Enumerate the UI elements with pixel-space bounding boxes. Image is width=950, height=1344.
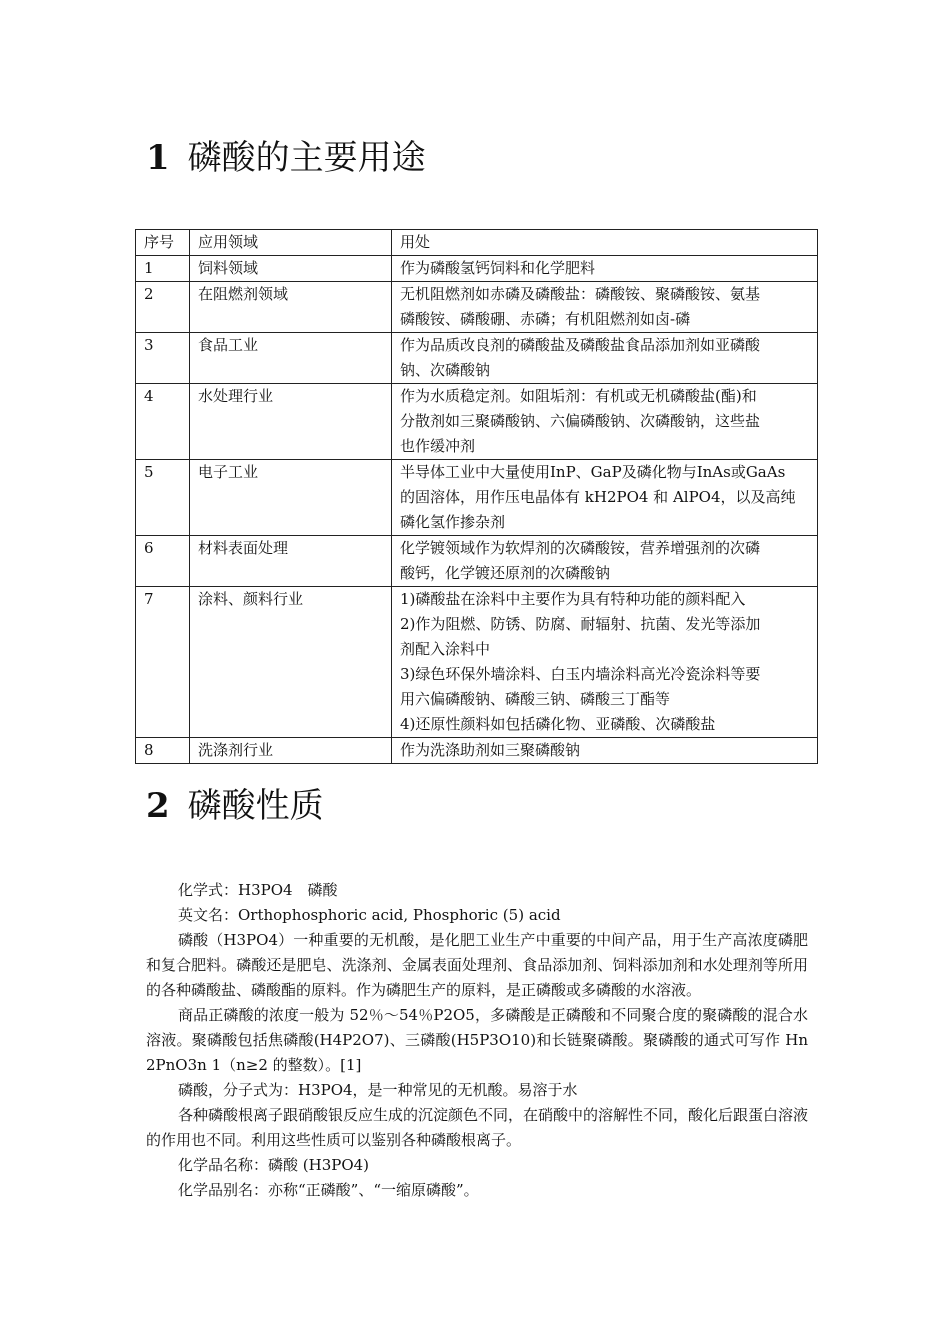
cell-field: 洗涤剂行业 — [190, 738, 392, 764]
use-line: 3)绿色环保外墙涂料、白玉内墙涂料高光冷瓷涂料等要 — [400, 665, 761, 683]
table-row — [136, 384, 818, 460]
table-row — [136, 536, 818, 587]
cell-use — [392, 333, 818, 384]
cell-use — [392, 256, 818, 282]
paragraph: 化学式：H3PO4 磷酸 — [178, 881, 338, 899]
paragraph: 磷酸，分子式为：H3PO4，是一种常见的无机酸。易溶于水 — [178, 1081, 578, 1099]
cell-field: 饲料领域 — [190, 256, 392, 282]
use-line: 磷化氢作掺杂剂 — [400, 513, 506, 531]
cell-no: 2 — [136, 282, 190, 333]
cell-use — [392, 282, 818, 333]
use-line: 分散剂如三聚磷酸钠、六偏磷酸钠、次磷酸钠，这些盐 — [400, 412, 761, 430]
table-row — [136, 460, 818, 536]
table-row — [136, 256, 818, 282]
cell-no: 1 — [136, 256, 190, 282]
use-line: 4)还原性颜料如包括磷化物、亚磷酸、次磷酸盐 — [400, 715, 716, 733]
cell-use — [392, 460, 818, 536]
table-row — [136, 333, 818, 384]
cell-field: 在阻燃剂领域 — [190, 282, 392, 333]
table-body — [136, 256, 818, 764]
header-field: 应用领域 — [190, 230, 392, 256]
use-line: 作为品质改良剂的磷酸盐及磷酸盐食品添加剂如亚磷酸 — [400, 336, 761, 354]
header-use: 用处 — [392, 230, 818, 256]
use-line: 剂配入涂料中 — [400, 640, 491, 658]
use-line: 作为水质稳定剂。如阻垢剂：有机或无机磷酸盐(酯)和 — [400, 387, 757, 405]
section-number: 2 — [146, 786, 170, 826]
cell-field: 电子工业 — [190, 460, 392, 536]
use-line: 作为磷酸氢钙饲料和化学肥料 — [400, 259, 596, 277]
paragraph: 商品正磷酸的浓度一般为 52％～54％P2O5，多磷酸是正磷酸和不同聚合度的聚磷酸的混合水溶液。聚磷酸包括焦磷酸(H4P2O7)、三磷酸(H5P3O10)和长链聚磷酸。聚磷酸的通式可写作 Hn 2PnO3n 1（n≥2 的整数）。[1] — [146, 1006, 808, 1074]
cell-field: 材料表面处理 — [190, 536, 392, 587]
paragraph: 化学品别名：亦称“正磷酸”、“一缩原磷酸”。 — [178, 1181, 479, 1199]
cell-no: 4 — [136, 384, 190, 460]
section-title: 磷酸性质 — [187, 786, 324, 826]
cell-use — [392, 587, 818, 738]
use-line: 用六偏磷酸钠、磷酸三钠、磷酸三丁酯等 — [400, 690, 671, 708]
table-row — [136, 738, 818, 764]
use-line: 磷酸铵、磷酸硼、赤磷；有机阻燃剂如卤-磷 — [400, 310, 691, 328]
section-heading-properties — [146, 786, 324, 826]
use-line: 2)作为阻燃、防锈、防腐、耐辐射、抗菌、发光等添加 — [400, 615, 761, 633]
section-heading-uses — [146, 138, 426, 178]
use-line: 半导体工业中大量使用InP、GaP及磷化物与InAs或GaAs — [400, 463, 786, 481]
cell-field: 水处理行业 — [190, 384, 392, 460]
table-header-row — [136, 230, 818, 256]
applications-table — [135, 229, 818, 764]
paragraph: 英文名：Orthophosphoric acid, Phosphoric (5) acid — [178, 906, 561, 924]
cell-no: 6 — [136, 536, 190, 587]
table-row — [136, 282, 818, 333]
section-title: 磷酸的主要用途 — [187, 138, 426, 178]
use-line: 1)磷酸盐在涂料中主要作为具有特种功能的颜料配入 — [400, 590, 746, 608]
cell-field: 食品工业 — [190, 333, 392, 384]
cell-use — [392, 536, 818, 587]
use-line: 无机阻燃剂如赤磷及磷酸盐：磷酸铵、聚磷酸铵、氨基 — [400, 285, 761, 303]
cell-no: 7 — [136, 587, 190, 738]
cell-use — [392, 738, 818, 764]
use-line: 钠、次磷酸钠 — [400, 361, 491, 379]
header-no: 序号 — [136, 230, 190, 256]
paragraph: 各种磷酸根离子跟硝酸银反应生成的沉淀颜色不同，在硝酸中的溶解性不同，酸化后跟蛋白溶液的作用也不同。利用这些性质可以鉴别各种磷酸根离子。 — [146, 1106, 809, 1149]
cell-use — [392, 384, 818, 460]
use-line: 酸钙，化学镀还原剂的次磷酸钠 — [400, 564, 611, 582]
cell-no: 3 — [136, 333, 190, 384]
use-line: 也作缓冲剂 — [400, 437, 476, 455]
section-number: 1 — [146, 138, 170, 178]
properties-text — [146, 878, 808, 1203]
use-line: 化学镀领域作为软焊剂的次磷酸铵，营养增强剂的次磷 — [400, 539, 761, 557]
cell-field: 涂料、颜料行业 — [190, 587, 392, 738]
use-line: 作为洗涤助剂如三聚磷酸钠 — [400, 741, 581, 759]
cell-no: 8 — [136, 738, 190, 764]
paragraph: 化学品名称：磷酸 (H3PO4) — [178, 1156, 370, 1174]
cell-no: 5 — [136, 460, 190, 536]
use-line: 的固溶体，用作压电晶体有 kH2PO4 和 AlPO4，以及高纯 — [400, 488, 796, 506]
paragraph: 磷酸（H3PO4）一种重要的无机酸，是化肥工业生产中重要的中间产品，用于生产高浓度磷肥和复合肥料。磷酸还是肥皂、洗涤剂、金属表面处理剂、食品添加剂、饲料添加剂和水处理剂等所用的各种磷酸盐、磷酸酯的原料。作为磷肥生产的原料，是正磷酸或多磷酸的水溶液。 — [146, 931, 808, 999]
table-row — [136, 587, 818, 738]
